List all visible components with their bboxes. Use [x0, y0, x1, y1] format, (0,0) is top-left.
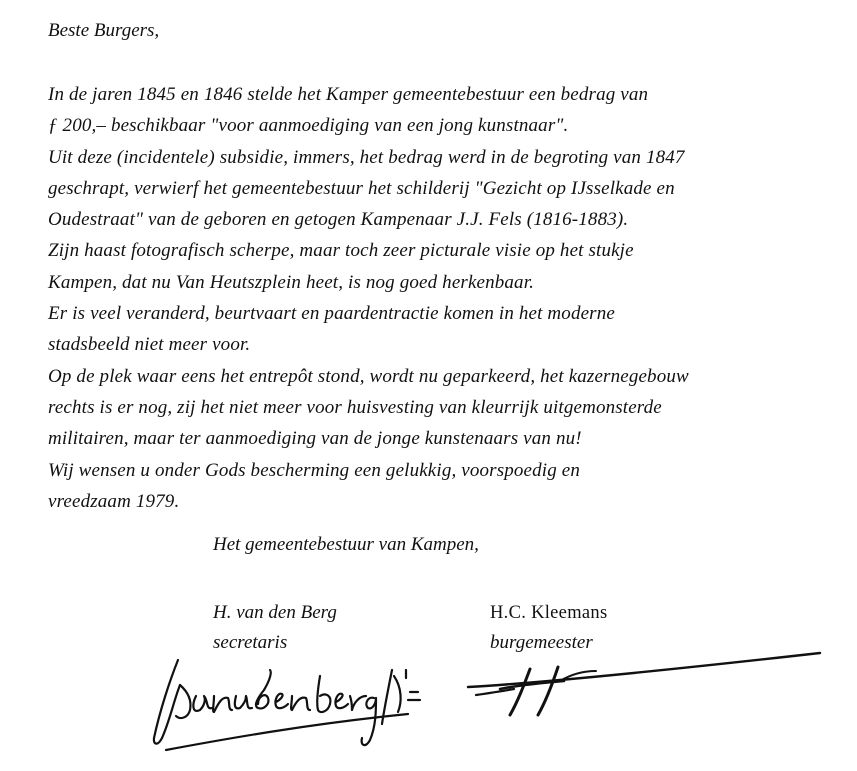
letter-line: Kampen, dat nu Van Heutszplein heet, is nog goed herkenbaar. [48, 271, 535, 293]
letter-closing: Het gemeentebestuur van Kampen, [213, 534, 479, 555]
letter-line: Uit deze (incidentele) subsidie, immers, het bedrag werd in de begroting van 1847 [48, 146, 685, 168]
handwritten-signature-secretary [140, 630, 430, 760]
letter-line: In de jaren 1845 en 1846 stelde het Kamper gemeentebestuur een bedrag van [48, 84, 649, 105]
signatory-name: H.C. Kleemans [490, 603, 608, 623]
letter-line: militairen, maar ter aanmoediging van de jonge kunstenaars van nu! [48, 428, 582, 450]
signatory-title: secretaris [213, 632, 288, 653]
letter-line: Wij wensen u onder Gods bescherming een gelukkig, voorspoedig en [48, 459, 580, 481]
letter-line: stadsbeeld niet meer voor. [48, 334, 251, 356]
signatory-title: burgemeester [490, 632, 593, 653]
letter-line: Oudestraat" van de geboren en getogen Kampenaar J.J. Fels (1816-1883). [48, 209, 629, 231]
letter-line: ƒ 200,– beschikbaar "voor aanmoediging van een jong kunstnaar". [48, 115, 569, 137]
letter-body [48, 79, 838, 517]
letter-line: rechts is er nog, zij het niet meer voor huisvesting van kleurrijk uitgemonsterde [48, 396, 662, 418]
letter-line: vreedzaam 1979. [48, 490, 180, 512]
letter-line: geschrapt, verwierf het gemeentebestuur het schilderij "Gezicht op IJsselkade en [48, 177, 675, 199]
letter-line: Op de plek waar eens het entrepôt stond, wordt nu geparkeerd, het kazernegebouw [48, 365, 689, 387]
letter-greeting: Beste Burgers, [48, 20, 160, 41]
letter-line: Zijn haast fotografisch scherpe, maar toch zeer picturale visie op het stukje [48, 240, 634, 262]
letter-line: Er is veel veranderd, beurtvaart en paardentractie komen in het moderne [48, 303, 615, 325]
handwritten-signature-mayor [460, 645, 830, 725]
signatory-name: H. van den Berg [213, 602, 337, 623]
